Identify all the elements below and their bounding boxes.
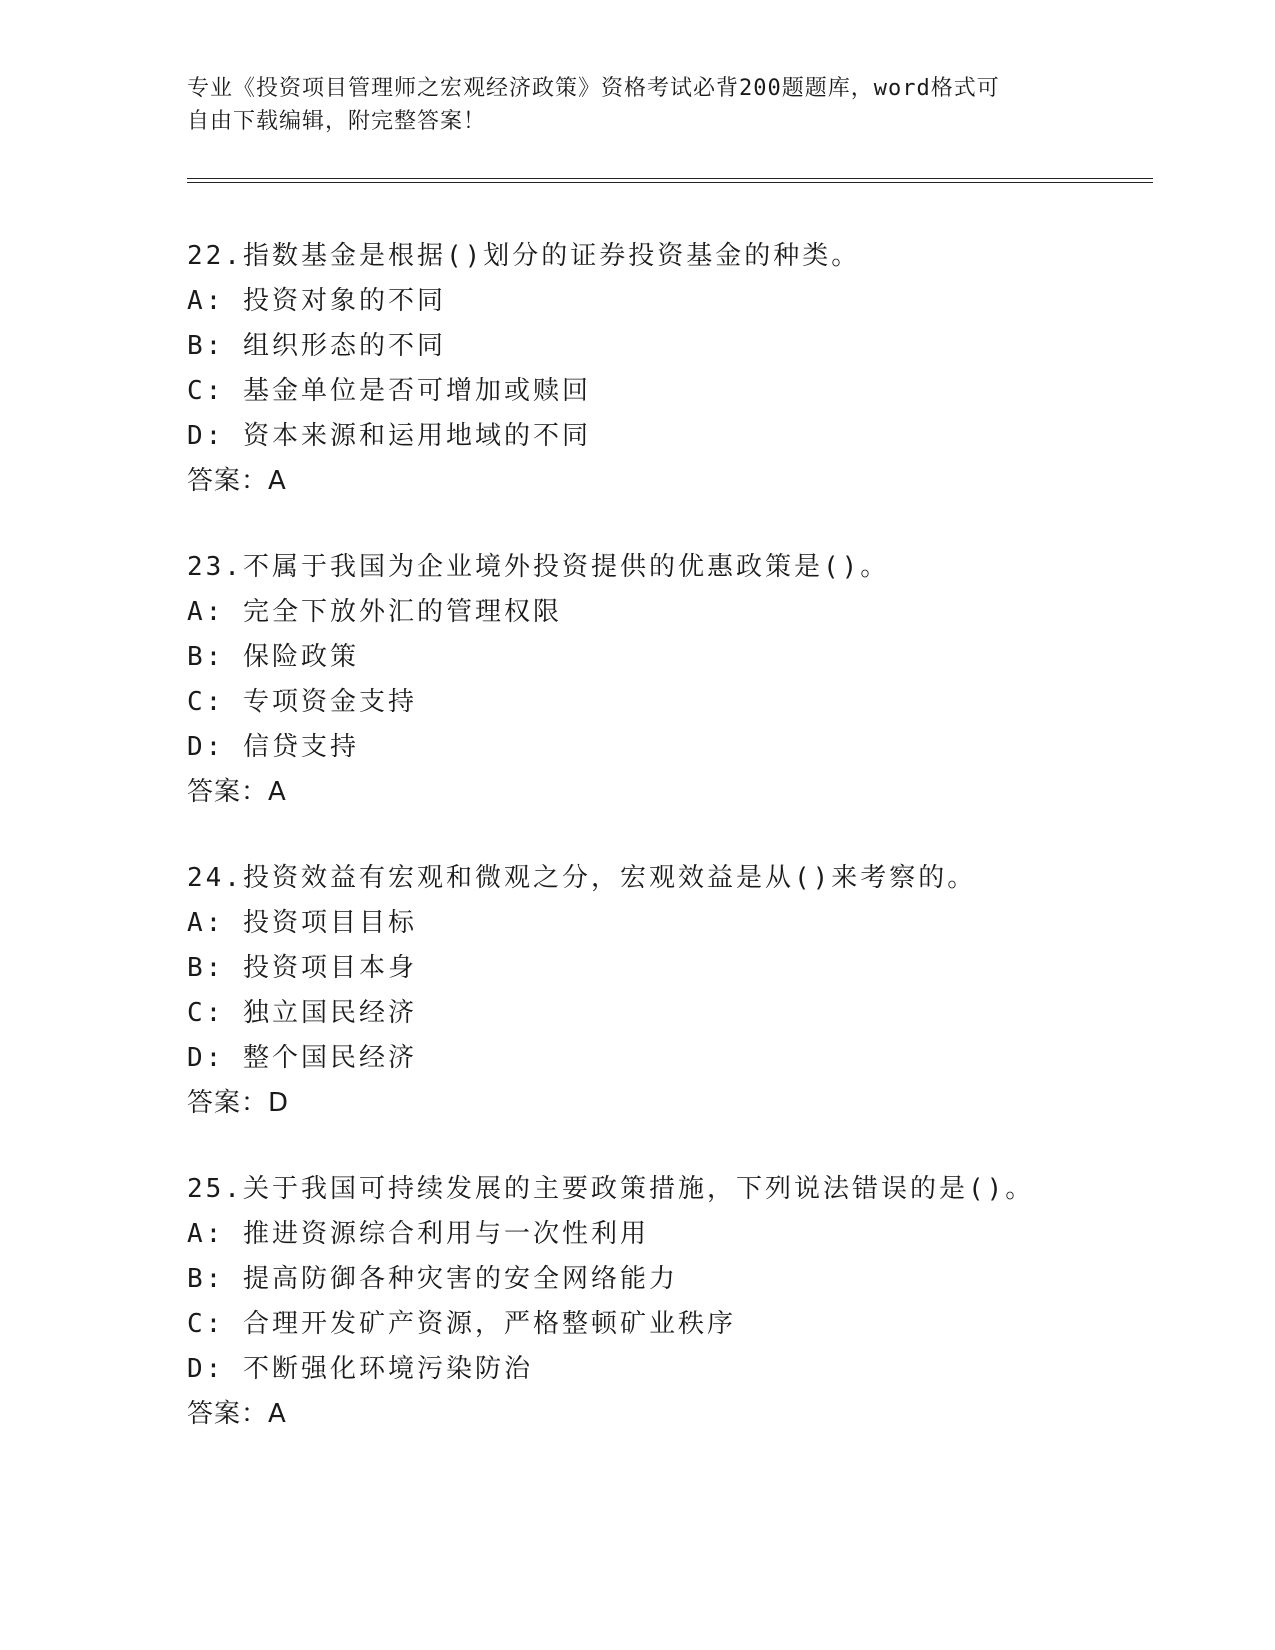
question-25 bbox=[187, 1167, 1153, 1437]
question-list bbox=[187, 234, 1153, 1478]
option-c: C: 基金单位是否可增加或赎回 bbox=[187, 376, 591, 406]
question-22 bbox=[187, 234, 1153, 504]
question-stem: 24.投资效益有宏观和微观之分，宏观效益是从()来考察的。 bbox=[187, 863, 977, 893]
question-stem: 22.指数基金是根据()划分的证券投资基金的种类。 bbox=[187, 241, 861, 271]
option-b: B: 提高防御各种灾害的安全网络能力 bbox=[187, 1264, 678, 1294]
option-d: D: 不断强化环境污染防治 bbox=[187, 1354, 533, 1384]
question-23 bbox=[187, 545, 1153, 815]
answer-label: 答案： bbox=[187, 466, 269, 496]
option-c: C: 合理开发矿产资源，严格整顿矿业秩序 bbox=[187, 1309, 736, 1339]
option-a: A: 完全下放外汇的管理权限 bbox=[187, 597, 562, 627]
option-d: D: 整个国民经济 bbox=[187, 1043, 417, 1073]
option-a: A: 投资项目目标 bbox=[187, 908, 417, 938]
option-a: A: 投资对象的不同 bbox=[187, 286, 446, 316]
option-a: A: 推进资源综合利用与一次性利用 bbox=[187, 1219, 649, 1249]
header-divider bbox=[187, 178, 1153, 183]
header-line-2: 自由下载编辑，附完整答案！ bbox=[187, 109, 487, 134]
option-d: D: 资本来源和运用地域的不同 bbox=[187, 421, 591, 451]
answer-label: 答案： bbox=[187, 1399, 269, 1429]
answer-line bbox=[187, 770, 1153, 815]
option-d: D: 信贷支持 bbox=[187, 732, 359, 762]
answer-label: 答案： bbox=[187, 777, 269, 807]
question-stem: 23.不属于我国为企业境外投资提供的优惠政策是()。 bbox=[187, 552, 890, 582]
option-c: C: 独立国民经济 bbox=[187, 998, 417, 1028]
answer-line bbox=[187, 459, 1153, 504]
answer-line bbox=[187, 1081, 1153, 1126]
option-b: B: 保险政策 bbox=[187, 642, 359, 672]
option-b: B: 组织形态的不同 bbox=[187, 331, 446, 361]
document-header bbox=[187, 72, 1067, 138]
option-b: B: 投资项目本身 bbox=[187, 953, 417, 983]
answer-line bbox=[187, 1392, 1153, 1437]
answer-value: A bbox=[268, 1399, 287, 1429]
header-line-1: 专业《投资项目管理师之宏观经济政策》资格考试必背200题题库，word格式可 bbox=[187, 76, 1000, 101]
option-c: C: 专项资金支持 bbox=[187, 687, 417, 717]
answer-value: D bbox=[268, 1088, 290, 1118]
question-stem: 25.关于我国可持续发展的主要政策措施，下列说法错误的是()。 bbox=[187, 1174, 1035, 1204]
answer-value: A bbox=[268, 466, 287, 496]
answer-label: 答案： bbox=[187, 1088, 269, 1118]
question-24 bbox=[187, 856, 1153, 1126]
answer-value: A bbox=[268, 777, 287, 807]
